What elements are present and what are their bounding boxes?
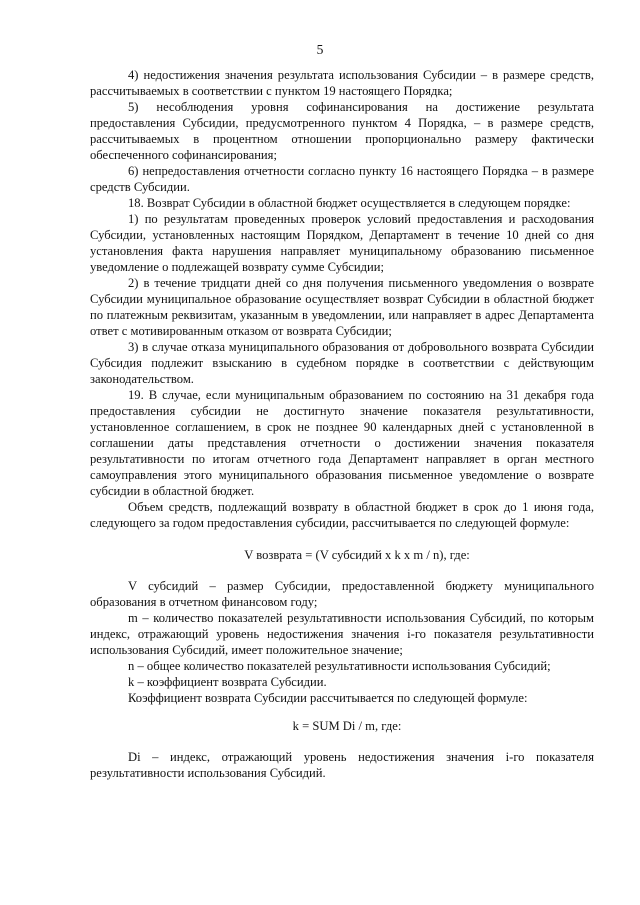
- paragraph-item-6: 6) непредоставления отчетности согласно пункту 16 настоящего Порядка – в размере средств Субсидии.: [90, 164, 594, 194]
- document-body: [90, 67, 594, 781]
- definition-di: Di – индекс, отражающий уровень недостижения значения i-го показателя результативности использования Субсидий.: [90, 750, 594, 780]
- definition-v-subsidy: V субсидий – размер Субсидии, предоставленной бюджету муниципального образования в отчетном финансовом году;: [90, 579, 594, 609]
- formula-refund-volume: V возврата = (V субсидий х k х m / n), где:: [244, 548, 470, 562]
- definition-k: k – коэффициент возврата Субсидии.: [128, 675, 327, 689]
- page-number: 5: [316, 42, 324, 57]
- paragraph-item-4: 4) недостижения значения результата использования Субсидии – в размере средств, рассчитываемых в соответствии с пунктом 19 настоящего Порядка;: [90, 68, 594, 98]
- paragraph-clause-19: 19. В случае, если муниципальным образованием по состоянию на 31 декабря года предоставления субсидии не достигнуто значение показателя результативности, установленное соглашением, в срок не позднее 90 календарных дней с установленной в соглашении даты представления отчетности о достижении значения показателя результативности по итогам отчетного года Департамент направляет в орган местного самоуправления этого муниципального образования письменное уведомление о возврате субсидии в областной бюджет.: [90, 388, 594, 498]
- definition-m: m – количество показателей результативности использования Субсидий, по которым индекс, отражающий уровень недостижения значения i-го показателя результативности использования Субсидий, имеет положительное значение;: [90, 611, 594, 657]
- paragraph-refund-volume: Объем средств, подлежащий возврату в областной бюджет в срок до 1 июня года, следующего за годом предоставления субсидии, рассчитывается по следующей формуле:: [90, 500, 594, 530]
- paragraph-item-5: 5) несоблюдения уровня софинансирования на достижение результата предоставления Субсидии, предусмотренного пунктом 4 Порядка, – в размере средств, рассчитываемых в процентном отношении пропорционально размеру фактически обеспеченного софинансирования;: [90, 100, 594, 162]
- paragraph-clause-18-item-3: 3) в случае отказа муниципального образования от добровольного возврата Субсидии Субсидия подлежит взысканию в судебном порядке в соответствии с действующим законодательством.: [90, 340, 594, 386]
- formula-coefficient: k = SUM Di / m, где:: [292, 719, 402, 733]
- paragraph-clause-18: 18. Возврат Субсидии в областной бюджет осуществляется в следующем порядке:: [128, 196, 571, 210]
- paragraph-clause-18-item-1: 1) по результатам проведенных проверок условий предоставления и расходования Субсидии, установленных настоящим Порядком, Департамент в течение 10 дней со дня установления факта нарушения направляет муниципальному образованию письменное уведомление о подлежащей возврату сумме Субсидии;: [90, 212, 594, 274]
- paragraph-clause-18-item-2: 2) в течение тридцати дней со дня получения письменного уведомления о возврате Субсидии муниципальное образование осуществляет возврат Субсидии в областной бюджет по платежным реквизитам, указанным в уведомлении, или направляет в адрес Департамента ответ с мотивированным отказом от возврата Субсидии;: [90, 276, 594, 338]
- definition-n: n – общее количество показателей результативности использования Субсидий;: [128, 659, 551, 673]
- paragraph-coefficient-formula-intro: Коэффициент возврата Субсидии рассчитывается по следующей формуле:: [128, 691, 528, 705]
